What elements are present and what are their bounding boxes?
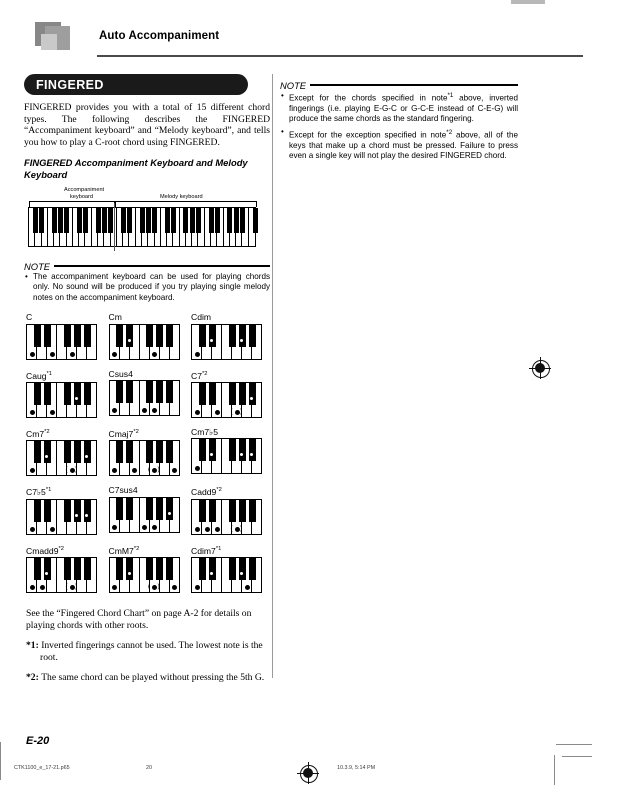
black-key <box>229 383 236 405</box>
pressed-black-key-marker <box>127 338 132 343</box>
chord-footnote-ref: *2 <box>133 428 139 435</box>
optional-paren-open: ( <box>148 582 151 590</box>
right-note-list <box>280 91 518 161</box>
chord-name: Cdim <box>191 312 212 322</box>
black-key <box>156 325 163 347</box>
pressed-black-key-marker <box>44 571 49 576</box>
pressed-black-key-marker <box>249 396 254 401</box>
black-key <box>156 498 163 520</box>
pressed-key-marker <box>152 408 157 413</box>
chord-diagram <box>191 544 274 593</box>
pressed-key-marker <box>245 585 250 590</box>
black-key <box>209 558 216 580</box>
black-key <box>239 500 246 522</box>
black-key <box>74 500 81 522</box>
mini-keyboard <box>109 440 180 476</box>
black-key <box>126 498 133 520</box>
black-key <box>239 558 246 580</box>
chord-name: Csus4 <box>108 368 133 379</box>
pressed-black-key-marker <box>127 571 132 576</box>
right-column <box>280 74 518 164</box>
registration-mark-bottom <box>297 762 319 784</box>
black-key <box>116 325 123 347</box>
header-rule <box>97 55 583 57</box>
optional-paren-close: ) <box>240 407 243 415</box>
pressed-key-marker <box>195 352 200 357</box>
black-key <box>229 439 236 461</box>
black-key <box>64 325 71 347</box>
black-key <box>199 325 206 347</box>
chord-footnote-ref: *1 <box>46 370 53 377</box>
chord-diagram <box>109 427 192 476</box>
chord-diagram <box>109 485 192 534</box>
black-key <box>166 381 173 403</box>
pressed-black-key-marker <box>74 396 79 401</box>
black-key <box>116 558 123 580</box>
keyboard-split-line <box>114 203 115 251</box>
black-key <box>209 439 216 461</box>
pressed-key-marker <box>195 466 200 471</box>
optional-paren-open: ( <box>230 407 233 415</box>
footer-filename: CTK1100_e_17-21.p65 <box>14 765 70 771</box>
black-key <box>199 500 206 522</box>
note-reference: *1 <box>447 92 454 99</box>
accompaniment-label-line1: Accompaniment <box>64 187 105 194</box>
right-note-header <box>280 76 518 91</box>
black-key <box>64 558 71 580</box>
chord-row <box>26 544 274 593</box>
trim-mark-corner-h2 <box>562 756 592 757</box>
black-key <box>249 500 256 522</box>
bracket-line-acc-right <box>102 201 113 202</box>
black-key <box>64 441 71 463</box>
optional-key-marker <box>152 585 157 590</box>
optional-paren-close: ) <box>157 466 160 474</box>
black-key <box>249 383 256 405</box>
black-key <box>166 441 173 463</box>
accompaniment-label-line2: keyboard <box>70 194 94 201</box>
left-column <box>24 74 270 306</box>
black-key <box>146 381 153 403</box>
black-key <box>126 325 133 347</box>
pressed-black-key-marker <box>74 513 79 518</box>
mini-keyboard <box>191 382 262 418</box>
optional-key-marker <box>235 524 243 532</box>
pressed-key-marker <box>50 527 55 532</box>
mini-keyboard <box>109 557 180 593</box>
chord-name: Cmaj7$^{*2}$ <box>108 428 139 439</box>
chord-row <box>26 369 274 418</box>
pressed-key-marker <box>195 410 200 415</box>
sub-heading: FINGERED Accompaniment Keyboard and Melody Keyboard <box>24 157 248 180</box>
black-key <box>44 383 51 405</box>
black-key <box>34 325 41 347</box>
footnote-list <box>26 640 270 684</box>
black-key <box>44 325 51 347</box>
chord-footnote-ref: *2 <box>133 545 140 552</box>
pressed-key-marker <box>215 410 220 415</box>
pressed-key-marker <box>112 525 117 530</box>
chord-name: Cdim7$^{*1}$ <box>191 545 222 556</box>
chord-row <box>26 427 274 476</box>
black-key <box>146 441 153 463</box>
black-key <box>209 325 216 347</box>
pressed-key-marker <box>152 525 157 530</box>
black-key <box>156 441 163 463</box>
closing-section <box>26 608 270 693</box>
trim-mark-corner-h <box>556 744 592 745</box>
chord-footnote-ref: *1 <box>45 487 52 494</box>
black-key <box>34 558 41 580</box>
chord-diagram-grid <box>26 312 274 602</box>
trim-mark-left <box>0 742 1 780</box>
optional-paren-open: ( <box>148 466 151 474</box>
trim-mark-top <box>511 0 545 4</box>
black-key <box>34 441 41 463</box>
pressed-key-marker <box>70 352 75 357</box>
black-key <box>126 381 133 403</box>
optional-paren-close: ) <box>75 466 78 474</box>
chord-name: C7sus4 <box>108 485 138 496</box>
black-key <box>156 381 163 403</box>
black-key <box>146 325 153 347</box>
black-key <box>74 558 81 580</box>
pressed-key-marker <box>50 410 55 415</box>
pressed-key-marker <box>172 585 177 590</box>
black-key <box>84 441 91 463</box>
pressed-key-marker <box>50 352 55 357</box>
chord-diagram <box>109 544 192 593</box>
chord-diagram <box>109 312 192 360</box>
black-key <box>34 500 41 522</box>
fingered-banner <box>24 74 248 95</box>
right-note-title: NOTE <box>280 80 307 91</box>
note-item: • Except for the exception specified in note$^{*2}$ above, all of the keys that make up a chord must be pressed. Failure to press even a single key will not play the desired FINGERED chord. <box>280 128 518 162</box>
trim-mark-corner-v <box>554 755 555 785</box>
chord-name: Caug$^{*1}$ <box>26 370 53 381</box>
black-key <box>116 498 123 520</box>
footnote: *1: Inverted fingerings cannot be used. The lowest note is the root. <box>26 640 263 663</box>
optional-paren-close: ) <box>75 582 78 590</box>
black-key <box>239 383 246 405</box>
mini-keyboard <box>191 324 262 360</box>
pressed-key-marker <box>215 527 220 532</box>
registration-mark-right <box>529 357 551 379</box>
mini-keyboard <box>26 499 97 535</box>
melody-label: Melody keyboard <box>160 194 203 201</box>
mini-keyboard <box>109 324 180 360</box>
black-key <box>249 325 256 347</box>
black-key <box>209 383 216 405</box>
black-key <box>199 558 206 580</box>
chord-name: Cm7$^{*2}$ <box>26 428 50 439</box>
chord-name: Cadd9$^{*2}$ <box>191 487 222 498</box>
black-key <box>253 208 258 233</box>
black-key <box>84 325 91 347</box>
chord-diagram <box>109 369 192 418</box>
black-key <box>249 439 256 461</box>
page-header <box>35 22 583 62</box>
right-note-rule <box>310 84 518 86</box>
chord-diagram <box>191 369 274 418</box>
black-key <box>74 383 81 405</box>
optional-key-marker <box>70 582 78 590</box>
chord-name: Cm <box>108 312 122 322</box>
mini-keyboard <box>109 380 180 416</box>
black-key <box>44 500 51 522</box>
pressed-key-marker <box>30 527 35 532</box>
mini-keyboard <box>26 440 97 476</box>
footer-page: 20 <box>146 765 152 771</box>
chord-diagram <box>191 485 274 534</box>
optional-paren-open: ( <box>65 466 68 474</box>
black-key <box>239 325 246 347</box>
note-item: • The accompaniment keyboard can be used for playing chords only. No sound will be produced if you try playing single melody notes on the accompaniment keyboard. <box>24 272 270 303</box>
intro-paragraph: FINGERED provides you with a total of 15 different chord types. The following describes the FINGERED “Accompaniment keyboard” and “Melody keyboard”, and tells you how to play a C-root chord using FINGERED. <box>24 102 270 148</box>
pressed-key-marker <box>30 468 35 473</box>
full-keyboard <box>28 207 256 247</box>
chord-diagram <box>26 544 109 593</box>
chord-footnote-ref: *2 <box>44 428 50 435</box>
black-key <box>199 383 206 405</box>
black-key <box>199 439 206 461</box>
bracket-line-acc-left <box>29 201 67 202</box>
black-key <box>166 558 173 580</box>
chord-diagram <box>191 427 274 476</box>
pressed-key-marker <box>30 352 35 357</box>
mini-keyboard <box>26 557 97 593</box>
black-key <box>34 383 41 405</box>
pressed-key-marker <box>30 585 35 590</box>
pressed-key-marker <box>142 408 147 413</box>
black-key <box>229 325 236 347</box>
black-key <box>64 500 71 522</box>
black-key <box>166 325 173 347</box>
optional-paren-open: ( <box>230 524 233 532</box>
optional-paren-close: ) <box>157 582 160 590</box>
left-note-list <box>24 272 270 303</box>
black-key <box>209 500 216 522</box>
black-key <box>116 381 123 403</box>
black-key <box>239 439 246 461</box>
chord-diagram <box>26 312 109 360</box>
closing-paragraph: See the “Fingered Chord Chart” on page A-2 for details on playing chords with other roots. <box>26 608 252 631</box>
pressed-key-marker <box>205 527 210 532</box>
black-key <box>229 500 236 522</box>
chord-footnote-ref: *2 <box>202 370 208 377</box>
pressed-key-marker <box>30 410 35 415</box>
bracket-line-mel-right <box>216 201 255 202</box>
left-note-header <box>24 257 270 273</box>
note-reference: *2 <box>446 128 453 136</box>
pressed-key-marker <box>142 525 147 530</box>
chord-diagram <box>191 312 274 360</box>
optional-key-marker <box>70 466 78 474</box>
pressed-black-key-marker <box>167 511 172 516</box>
chord-footnote-ref: *1 <box>215 545 222 552</box>
pressed-key-marker <box>112 408 117 413</box>
black-key <box>74 325 81 347</box>
pressed-black-key-marker <box>209 571 214 576</box>
mini-keyboard <box>26 382 97 418</box>
black-key <box>146 498 153 520</box>
black-key <box>84 558 91 580</box>
black-key <box>156 558 163 580</box>
chord-name: Cmadd9$^{*2}$ <box>26 545 64 556</box>
squares-logo-icon <box>35 22 71 56</box>
footer-date: 10.3.9, 5:14 PM <box>337 765 376 771</box>
left-note-rule <box>54 265 270 267</box>
pressed-key-marker <box>195 527 200 532</box>
pressed-key-marker <box>152 352 157 357</box>
pressed-black-key-marker <box>239 571 244 576</box>
black-key <box>249 558 256 580</box>
black-key <box>229 558 236 580</box>
pressed-key-marker <box>112 352 117 357</box>
black-key <box>64 383 71 405</box>
fingered-banner-label: FINGERED <box>36 77 104 92</box>
page-number: E-20 <box>26 735 50 747</box>
optional-paren-close: ) <box>240 524 243 532</box>
mini-keyboard <box>109 497 180 533</box>
bracket-line-mel-left <box>115 201 158 202</box>
optional-paren-open: ( <box>65 582 68 590</box>
black-key <box>126 441 133 463</box>
black-key <box>116 441 123 463</box>
pressed-key-marker <box>40 585 45 590</box>
black-key <box>146 558 153 580</box>
chord-row <box>26 485 274 534</box>
mini-keyboard <box>26 324 97 360</box>
chord-diagram <box>26 369 109 418</box>
chord-name: C7♭5$^{*1}$ <box>26 487 52 498</box>
chord-name: C7$^{*2}$ <box>191 370 208 381</box>
black-key <box>126 558 133 580</box>
chord-row <box>26 312 274 360</box>
black-key <box>74 441 81 463</box>
mini-keyboard <box>191 557 262 593</box>
pressed-black-key-marker <box>239 338 244 343</box>
black-key <box>84 500 91 522</box>
optional-key-marker <box>235 407 243 415</box>
page-title: Auto Accompaniment <box>99 30 220 42</box>
chord-diagram <box>26 485 109 534</box>
chord-footnote-ref: *2 <box>216 487 222 494</box>
chord-diagram <box>26 427 109 476</box>
keyboard-range-diagram <box>26 187 261 249</box>
note-item: • Except for the chords specified in note$^{*1}$ above, inverted fingerings (i.e. playing E-G-C or G-C-E instead of C-E-G) will produce the same chords as the standard fingering. <box>280 91 518 125</box>
black-key <box>44 558 51 580</box>
chord-name: C <box>26 312 33 322</box>
black-key <box>44 441 51 463</box>
left-note-title: NOTE <box>24 261 51 273</box>
footnote: *2: The same chord can be played without pressing the 5th G. <box>26 672 265 684</box>
mini-keyboard <box>191 438 262 474</box>
chord-name: CmM7$^{*2}$ <box>108 545 140 556</box>
pressed-black-key-marker <box>84 513 89 518</box>
chord-name: Cm7♭5 <box>191 426 218 437</box>
chord-footnote-ref: *2 <box>58 545 64 552</box>
black-key <box>84 383 91 405</box>
black-key <box>166 498 173 520</box>
pressed-black-key-marker <box>209 338 214 343</box>
mini-keyboard <box>191 499 262 535</box>
pressed-key-marker <box>112 585 117 590</box>
pressed-key-marker <box>195 585 200 590</box>
